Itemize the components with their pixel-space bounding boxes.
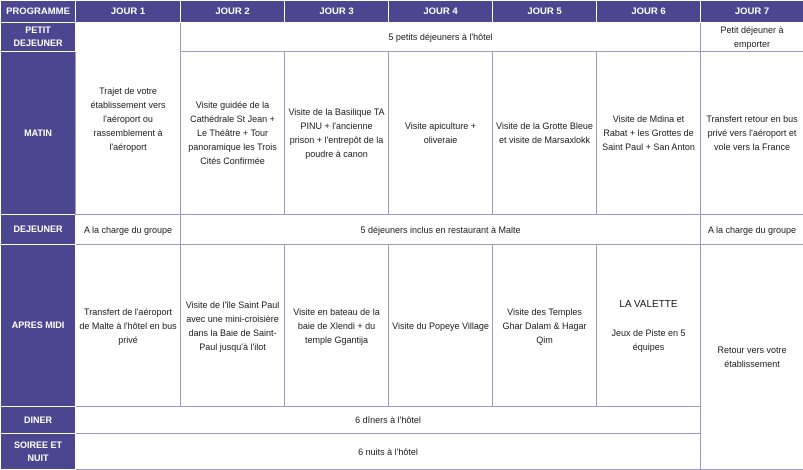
apres-midi-day5: Visite des Temples Ghar Dalam & Hagar Qim: [493, 245, 597, 407]
row-soiree: [1, 434, 803, 470]
row-label-apres-midi: APRES MIDI: [1, 245, 76, 407]
apres-midi-day7: Retour vers votre établissement: [701, 245, 803, 470]
matin-day5: Visite de la Grotte Bleue et visite de Marsaxlokk: [493, 52, 597, 215]
row-apres-midi: [1, 245, 803, 407]
row-petit-dejeuner: [1, 23, 803, 52]
row-label-diner: DINER: [1, 407, 76, 434]
header-jour-7: JOUR 7: [701, 1, 803, 23]
header-jour-2: JOUR 2: [181, 1, 285, 23]
apres-midi-day6-title: LA VALETTE: [600, 298, 697, 312]
matin-day7: Transfert retour en bus privé vers l'aéroport et vole vers la France: [701, 52, 803, 215]
header-jour-5: JOUR 5: [493, 1, 597, 23]
header-jour-6: JOUR 6: [597, 1, 701, 23]
dejeuner-days-2-6: 5 déjeuners inclus en restaurant à Malte: [181, 215, 701, 245]
petit-dejeuner-day7: Petit déjeuner à emporter: [701, 23, 803, 52]
header-jour-3: JOUR 3: [285, 1, 389, 23]
row-label-soiree: SOIREE ET NUIT: [1, 434, 76, 470]
header-programme: PROGRAMME: [1, 1, 76, 23]
apres-midi-day4: Visite du Popeye Village: [389, 245, 493, 407]
header-jour-4: JOUR 4: [389, 1, 493, 23]
soiree-days-1-6: 6 nuits à l'hôtel: [76, 434, 701, 470]
matin-day4: Visite apiculture + oliveraie: [389, 52, 493, 215]
diner-days-1-6: 6 dîners à l'hôtel: [76, 407, 701, 434]
row-dejeuner: [1, 215, 803, 245]
row-label-petit-dejeuner: PETIT DEJEUNER: [1, 23, 76, 52]
dejeuner-day7: A la charge du groupe: [701, 215, 803, 245]
dejeuner-day1: A la charge du groupe: [76, 215, 181, 245]
apres-midi-day6: [597, 245, 701, 407]
apres-midi-day2: Visite de l'île Saint Paul avec une mini-croisière dans la Baie de Saint-Paul jusqu'à l'ilot: [181, 245, 285, 407]
header-jour-1: JOUR 1: [76, 1, 181, 23]
row-diner: [1, 407, 803, 434]
apres-midi-day3: Visite en bateau de la baie de Xlendi + du temple Ggantija: [285, 245, 389, 407]
matin-day3: Visite de la Basilique TA PINU + l'ancienne prison + l'entrepôt de la poudre à canon: [285, 52, 389, 215]
apres-midi-day6-body: Jeux de Piste en 5 équipes: [600, 326, 697, 354]
row-label-dejeuner: DEJEUNER: [1, 215, 76, 245]
row-label-matin: MATIN: [1, 52, 76, 215]
matin-day1: Trajet de votre établissement vers l'aéroport ou rassemblement à l'aéroport: [76, 23, 181, 215]
petit-dejeuner-days-2-6: 5 petits déjeuners à l'hôtel: [181, 23, 701, 52]
matin-day6: Visite de Mdina et Rabat + les Grottes de Saint Paul + San Anton: [597, 52, 701, 215]
header-row: [1, 1, 803, 23]
apres-midi-day1: Transfert de l'aéroport de Malte à l'hôtel en bus privé: [76, 245, 181, 407]
matin-day2: Visite guidée de la Cathédrale St Jean + Le Théâtre + Tour panoramique les Trois Cités Confirmée: [181, 52, 285, 215]
